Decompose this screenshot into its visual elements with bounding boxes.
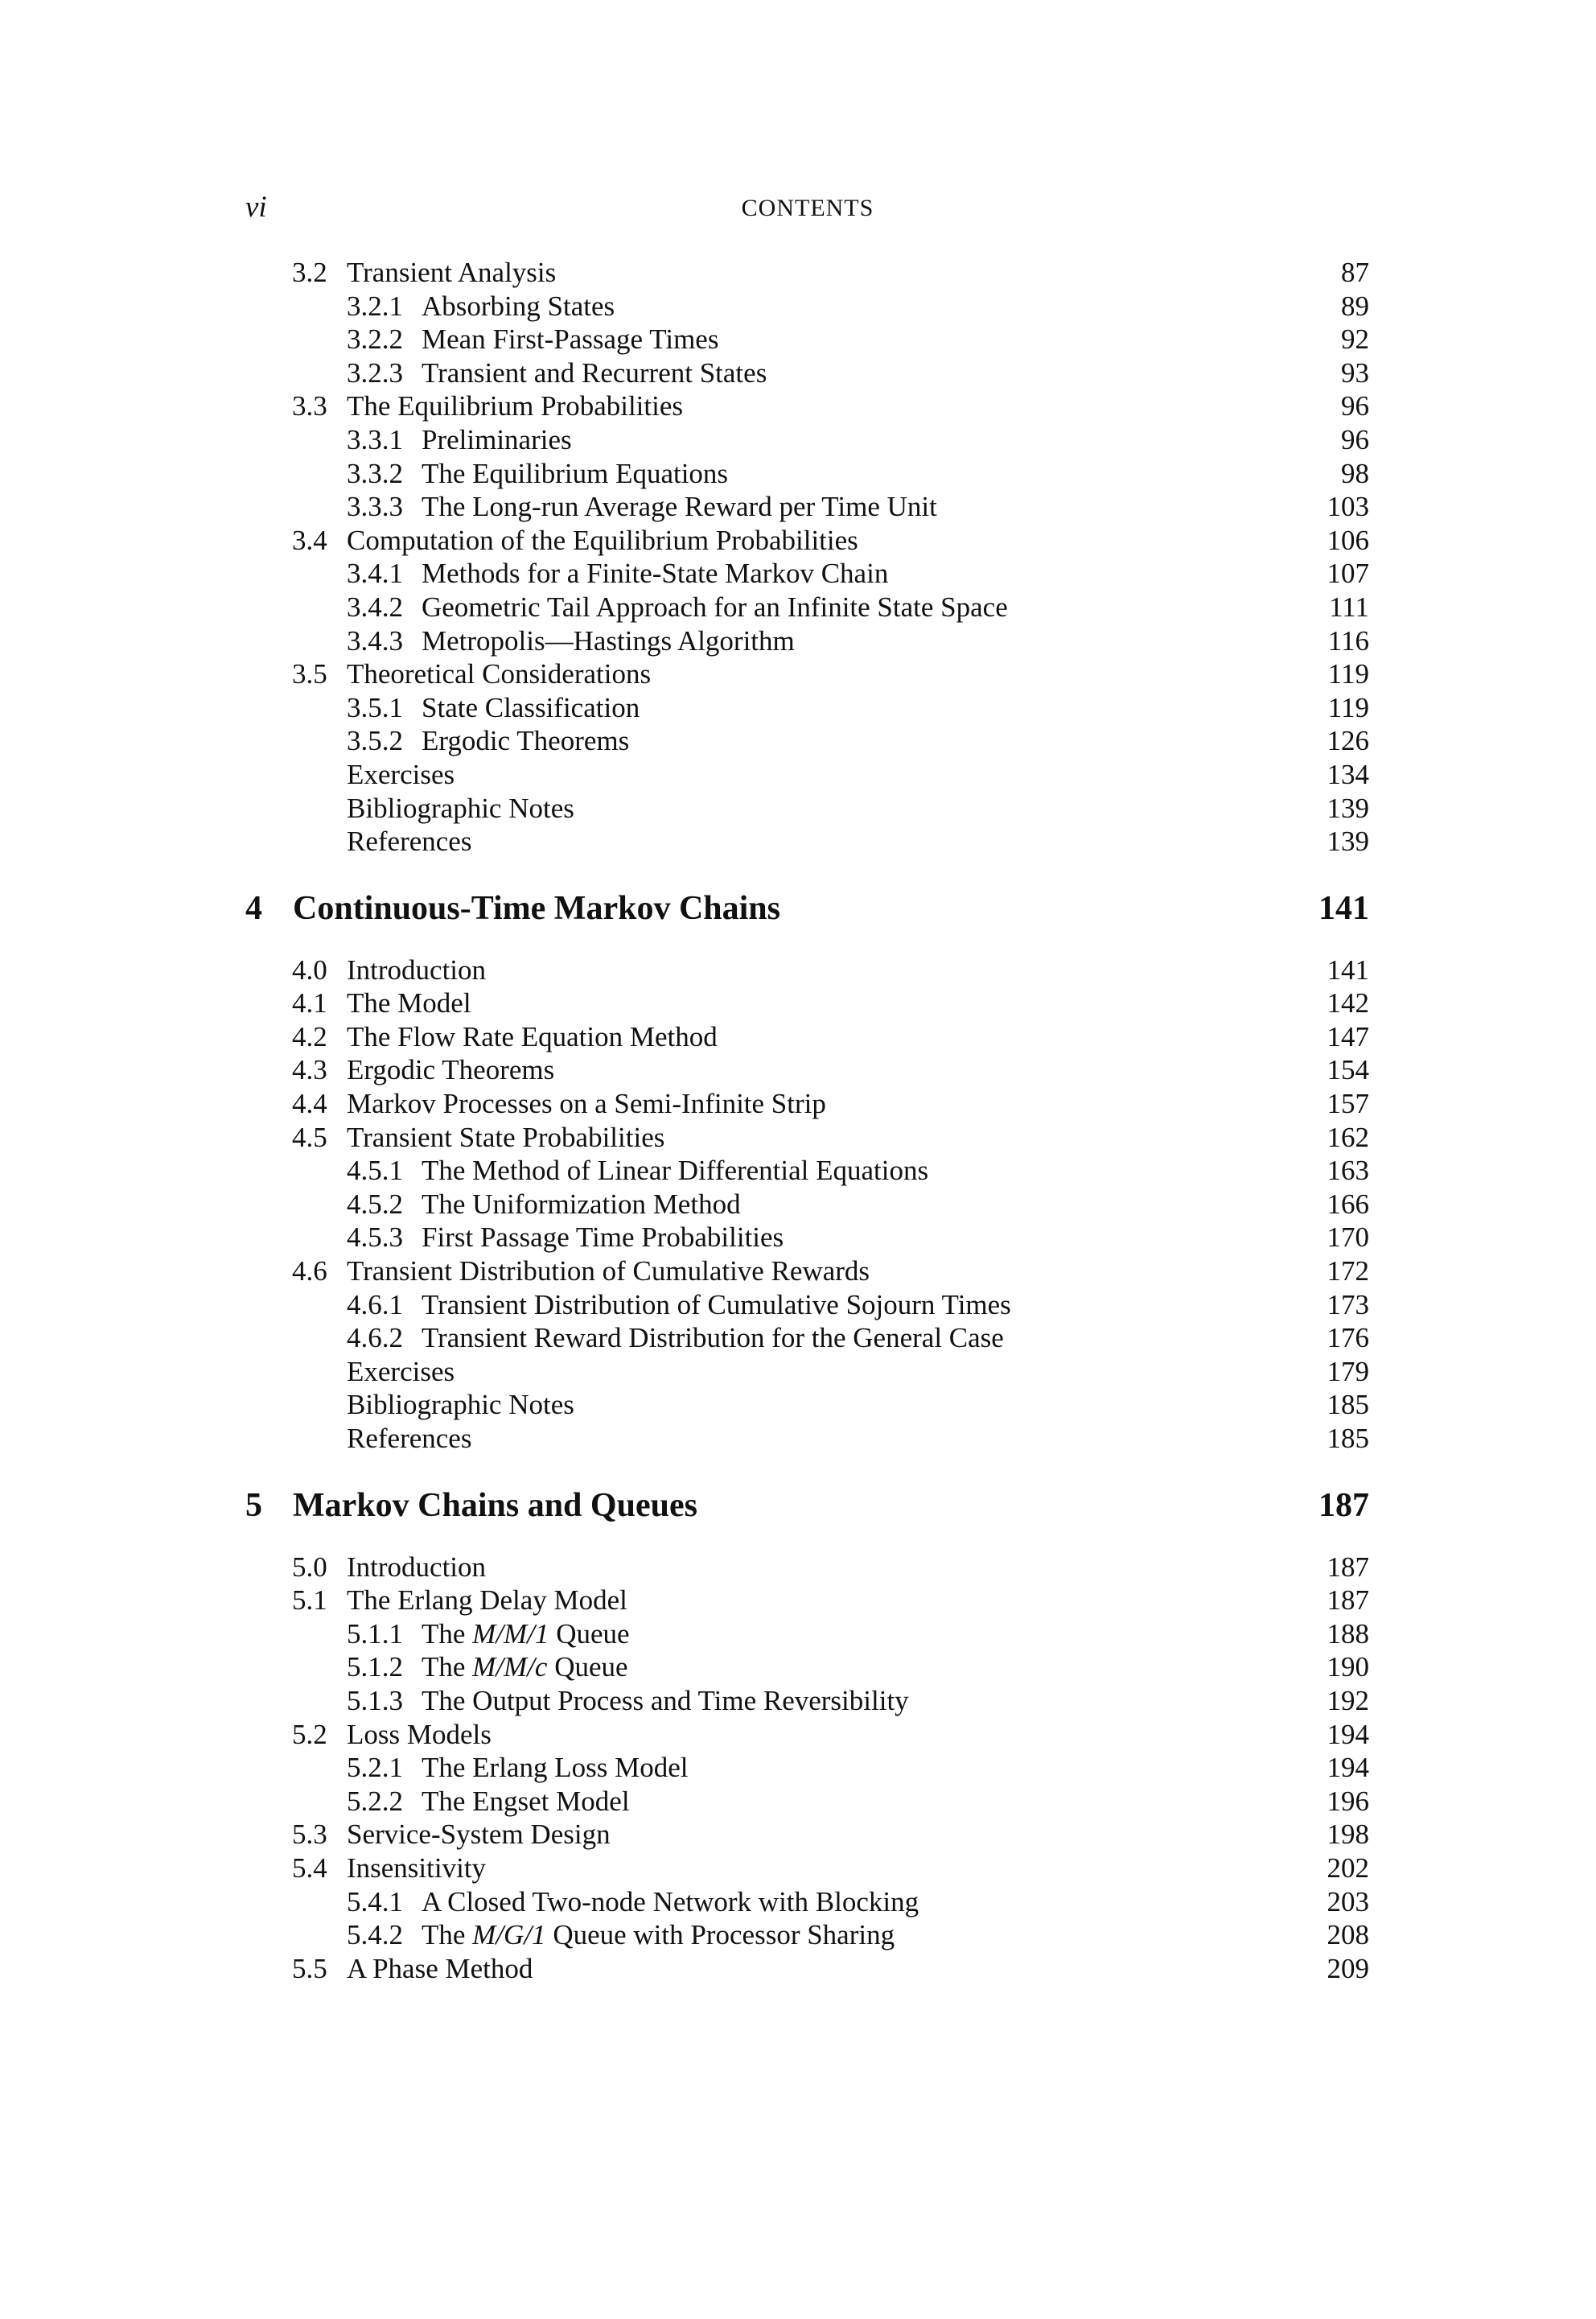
section-title: Loss Models [347,1718,492,1750]
toc-entry [0,1154,1596,1188]
section-number: 3.3.2 [347,457,403,489]
section-number: 3.5.2 [347,725,403,757]
section-number: 3.4.3 [347,624,403,657]
chapter-title: Markov Chains and Queues [293,1486,697,1524]
toc-entry [0,591,1596,624]
section-title: Ergodic Theorems [347,1054,555,1086]
section-title: References [347,1423,472,1454]
chapter-number: 5 [245,1486,262,1524]
section-page: 142 [1327,987,1369,1019]
section-page: 141 [1327,954,1369,986]
section-number: 3.2 [292,257,327,288]
section-number: 5.4.2 [347,1919,403,1951]
toc-entry [0,490,1596,524]
section-title: Geometric Tail Approach for an Infinite State Space [422,591,1008,623]
section-page: 119 [1327,691,1369,723]
section-page: 209 [1327,1952,1369,1984]
toc-entry [0,1188,1596,1221]
toc-entry [0,1053,1596,1087]
toc-entry [0,1551,1596,1584]
toc-entry [0,1288,1596,1322]
section-number: 3.2.1 [347,290,403,322]
section-page: 116 [1327,624,1369,657]
chapter-page: 141 [1318,889,1369,927]
section-title: The Method of Linear Differential Equations [422,1155,929,1187]
toc-entry [0,557,1596,591]
section-page: 176 [1327,1322,1369,1354]
section-page: 93 [1341,356,1369,389]
toc-entry [0,1221,1596,1254]
toc-entry [0,1087,1596,1121]
section-number: 4.3 [292,1054,327,1086]
section-page: 134 [1327,758,1369,790]
section-page: 190 [1327,1651,1369,1683]
toc-entry [0,524,1596,558]
chapter-number: 4 [245,889,262,927]
table-of-contents [0,256,1596,1985]
section-number: 3.4 [292,524,327,556]
section-page: 170 [1327,1221,1369,1254]
toc-entry [0,792,1596,826]
toc-entry [0,1321,1596,1355]
section-number: 5.2 [292,1718,327,1750]
running-title: CONTENTS [741,195,874,221]
toc-entry [0,987,1596,1020]
section-number: 5.1 [292,1584,327,1617]
toc-entry [0,323,1596,356]
toc-entry [0,1952,1596,1986]
section-number: 4.5.3 [347,1221,403,1254]
toc-entry [0,1918,1596,1952]
section-title: The Equilibrium Probabilities [347,390,684,422]
section-page: 139 [1327,792,1369,824]
section-page: 194 [1327,1718,1369,1750]
section-title: Bibliographic Notes [347,792,574,824]
section-title: A Closed Two-node Network with Blocking [422,1885,919,1917]
toc-entry [0,389,1596,423]
section-page: 106 [1327,524,1369,556]
toc-entry [0,1121,1596,1155]
section-number: 3.5.1 [347,691,403,723]
toc-entry [0,1885,1596,1919]
section-number: 5.5 [292,1952,327,1984]
toc-entry [0,1718,1596,1752]
section-page: 119 [1327,658,1369,690]
toc-entry [0,1785,1596,1819]
section-title: Introduction [347,1551,487,1583]
section-number: 3.3 [292,390,327,422]
section-title: The Uniformization Method [422,1188,741,1220]
section-title: Transient State Probabilities [347,1121,665,1153]
section-title: The Long-run Average Reward per Time Unit [422,491,937,523]
toc-entry [0,356,1596,390]
section-page: 126 [1327,725,1369,757]
section-title: The Erlang Loss Model [422,1752,689,1784]
section-title: Introduction [347,954,487,986]
section-title: The Engset Model [422,1785,630,1817]
section-page: 188 [1327,1617,1369,1650]
section-title: Absorbing States [422,290,615,322]
section-title: Metropolis—Hastings Algorithm [422,624,795,657]
section-title: The Output Process and Time Reversibility [422,1684,909,1716]
section-title: Transient Analysis [347,257,557,288]
section-page: 208 [1327,1919,1369,1951]
page-header [245,190,1370,230]
section-page: 172 [1327,1255,1369,1287]
section-number: 3.3.3 [347,491,403,523]
section-page: 157 [1327,1088,1369,1120]
section-number: 4.2 [292,1020,327,1052]
section-page: 185 [1327,1389,1369,1421]
section-page: 187 [1327,1551,1369,1583]
toc-entry [0,423,1596,457]
section-page: 92 [1341,323,1369,356]
section-title: Markov Processes on a Semi-Infinite Strip [347,1088,826,1120]
section-title: Ergodic Theorems [422,725,630,757]
section-number: 4.6 [292,1255,327,1287]
section-page: 111 [1329,591,1369,623]
section-title: State Classification [422,691,640,723]
toc-entry [0,1388,1596,1422]
section-page: 198 [1327,1819,1369,1851]
section-page: 202 [1327,1851,1369,1884]
toc-entry [0,290,1596,323]
chapter-title: Continuous-Time Markov Chains [293,889,781,927]
section-number: 5.1.3 [347,1684,403,1716]
toc-entry [0,1818,1596,1851]
section-title: The Equilibrium Equations [422,457,729,489]
section-title: The Erlang Delay Model [347,1584,627,1617]
toc-entry [0,657,1596,691]
section-title: References [347,826,472,858]
section-page: 139 [1327,826,1369,858]
section-number: 4.0 [292,954,327,986]
section-page: 103 [1327,491,1369,523]
section-title: Theoretical Considerations [347,658,652,690]
section-page: 147 [1327,1020,1369,1052]
section-number: 4.5 [292,1121,327,1153]
toc-entry [0,457,1596,491]
section-title: Exercises [347,758,455,790]
toc-entry [0,1422,1596,1456]
section-number: 3.4.1 [347,558,403,590]
section-page: 185 [1327,1423,1369,1454]
section-title: A Phase Method [347,1952,533,1984]
section-page: 194 [1327,1752,1369,1784]
page-folio: vi [245,191,267,224]
toc-entry [0,758,1596,792]
section-page: 163 [1327,1155,1369,1187]
section-number: 3.5 [292,658,327,690]
section-number: 5.4.1 [347,1885,403,1917]
section-title: Transient Distribution of Cumulative Rewards [347,1255,870,1287]
section-title: Service-System Design [347,1819,611,1851]
section-number: 3.4.2 [347,591,403,623]
section-number: 5.1.2 [347,1651,403,1683]
section-title: Transient and Recurrent States [422,356,767,389]
section-number: 5.0 [292,1551,327,1583]
toc-entry [0,825,1596,859]
toc-entry [0,1355,1596,1389]
section-page: 89 [1341,290,1369,322]
toc-entry [0,624,1596,658]
section-number: 5.1.1 [347,1617,403,1650]
toc-entry [0,1254,1596,1288]
toc-entry [0,1020,1596,1054]
section-number: 4.6.1 [347,1288,403,1320]
toc-entry [0,1584,1596,1617]
toc-entry [0,691,1596,725]
section-title: The M/M/c Queue [422,1651,628,1683]
section-page: 96 [1341,390,1369,422]
section-title: The M/G/1 Queue with Processor Sharing [422,1919,895,1951]
toc-entry [0,1751,1596,1785]
section-page: 196 [1327,1785,1369,1817]
toc-entry [0,1684,1596,1718]
section-page: 162 [1327,1121,1369,1153]
section-number: 3.2.3 [347,356,403,389]
section-number: 4.1 [292,987,327,1019]
toc-entry [0,1650,1596,1684]
section-number: 5.4 [292,1851,327,1884]
section-page: 179 [1327,1355,1369,1387]
section-number: 5.2.2 [347,1785,403,1817]
section-number: 3.3.1 [347,423,403,455]
section-page: 87 [1341,257,1369,288]
section-number: 4.4 [292,1088,327,1120]
section-title: Exercises [347,1355,455,1387]
section-title: Transient Distribution of Cumulative Sojourn Times [422,1288,1011,1320]
section-number: 4.5.2 [347,1188,403,1220]
section-title: Computation of the Equilibrium Probabilities [347,524,858,556]
toc-entry [0,1851,1596,1885]
section-title: Insensitivity [347,1851,487,1884]
section-title: The M/M/1 Queue [422,1617,630,1650]
section-page: 166 [1327,1188,1369,1220]
section-page: 192 [1327,1684,1369,1716]
section-number: 5.3 [292,1819,327,1851]
section-title: First Passage Time Probabilities [422,1221,784,1254]
chapter-heading [0,1456,1596,1551]
section-number: 3.2.2 [347,323,403,356]
section-page: 96 [1341,423,1369,455]
section-title: Transient Reward Distribution for the General Case [422,1322,1004,1354]
chapter-heading [0,859,1596,954]
section-page: 154 [1327,1054,1369,1086]
section-title: Methods for a Finite-State Markov Chain [422,558,889,590]
section-page: 107 [1327,558,1369,590]
section-page: 187 [1327,1584,1369,1617]
section-title: Mean First-Passage Times [422,323,719,356]
section-page: 98 [1341,457,1369,489]
toc-entry [0,954,1596,987]
section-title: The Model [347,987,471,1019]
chapter-page: 187 [1318,1486,1369,1524]
section-title: The Flow Rate Equation Method [347,1020,718,1052]
section-page: 203 [1327,1885,1369,1917]
section-number: 5.2.1 [347,1752,403,1784]
section-page: 173 [1327,1288,1369,1320]
toc-entry [0,256,1596,290]
section-number: 4.6.2 [347,1322,403,1354]
toc-entry [0,1617,1596,1651]
toc-entry [0,724,1596,758]
section-title: Bibliographic Notes [347,1389,574,1421]
section-title: Preliminaries [422,423,572,455]
section-number: 4.5.1 [347,1155,403,1187]
